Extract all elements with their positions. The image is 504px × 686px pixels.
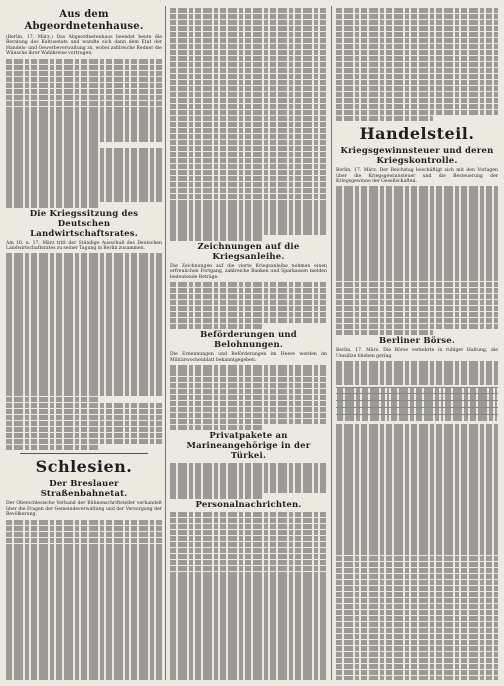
headline-befoerderungen: Beförderungen und Belohnungen. <box>200 330 297 351</box>
column-1 <box>6 8 162 680</box>
article-paragraph: Der Oberschlesische Verband der Bühnenschriftsteller verhandelt über die Fragen der Gemeindeverwaltung und der Versorgung der Bevölkerung. <box>6 501 162 518</box>
column-3 <box>336 8 498 680</box>
article-paragraph: (Berlin, 17. März.) Das Abgeordnetenhaus beendet heute die Beratung des Kultusetats und wandte sich dann dem Etat der Handels- und Gewerbeverwaltung zu, wobei zahlreiche Redner die Wünsche ihrer Wahlkreise vortrugen. <box>6 35 162 57</box>
market-table <box>336 387 498 422</box>
headline-kriegsanleihe: Zeichnungen auf die Kriegsanleihe. <box>197 241 300 262</box>
subheadline-boerse: Berliner Börse. <box>378 336 456 347</box>
article-paragraph: Berlin, 17. März. Der Reichstag beschäftigt sich mit den Vorlagen über die Kriegsgewinnsteuer und die Besteuerung der Kriegsgewinne der Gesellschaften. <box>336 168 498 184</box>
subheadline-landwirtschaftsrat: Die Kriegssitzung des Deutschen Landwirtschaftsrates. <box>29 208 139 239</box>
column-2 <box>170 8 327 680</box>
headline-abgeordnetenhaus: Aus dem Abgeordnetenhause. <box>24 9 144 32</box>
section-title-handelsteil: Handelsteil. <box>359 124 475 144</box>
article-paragraph: Die Zeichnungen auf die vierte Kriegsanleihe nehmen einen erfreulichen Fortgang, zahlreiche Banken und Sparkassen melden bedeutende Beträge. <box>170 263 327 280</box>
headline-personalnachrichten: Personalnachrichten. <box>195 499 302 510</box>
section-divider <box>20 453 148 454</box>
column-rule <box>331 6 332 680</box>
subheadline-strassenbahnetat: Der Breslauer Straßenbahnetat. <box>40 479 128 500</box>
column-rule <box>165 6 166 680</box>
headline-privatpakete: Privatpakete an Marineangehörige in der Türkei. <box>186 431 311 462</box>
subheadline-kriegsgewinnsteuer: Kriegsgewinnsteuer und deren Kriegskontrolle. <box>340 146 494 167</box>
article-paragraph: Am 16. u. 17. März tritt der Ständige Ausschuß des Deutschen Landwirtschaftsrates zu seiner Tagung in Berlin zusammen. <box>6 240 162 252</box>
article-paragraph: Die Ernennungen und Beförderungen im Heere werden im Militärwochenblatt bekanntgegeben. <box>170 352 327 363</box>
article-paragraph: Berlin, 17. März. Die Börse verkehrte in ruhiger Haltung, die Umsätze blieben gering. <box>336 348 498 359</box>
section-title-schlesien: Schlesien. <box>35 457 133 477</box>
